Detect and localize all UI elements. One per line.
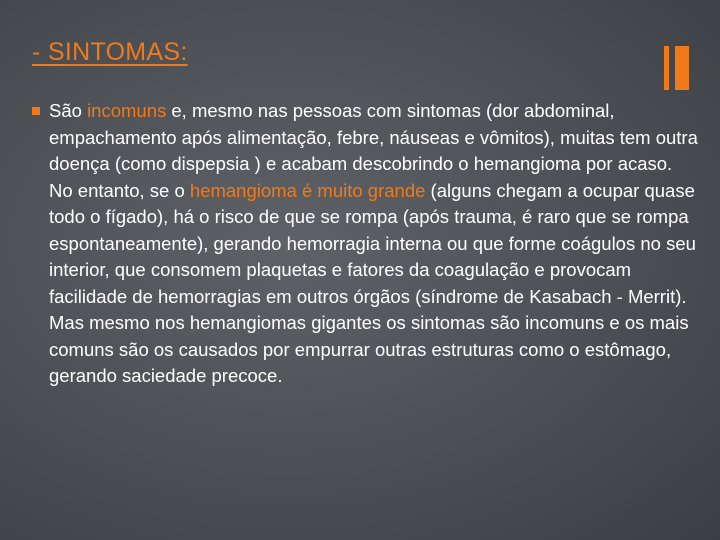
bullet-marker-icon bbox=[32, 107, 40, 115]
text-part-1: São bbox=[49, 100, 88, 121]
highlight-hemangioma-grande: hemangioma é muito grande bbox=[189, 179, 426, 201]
highlight-incomuns: incomuns bbox=[87, 100, 167, 121]
accent-bar-thin bbox=[664, 46, 669, 90]
bullet-text bbox=[49, 98, 699, 390]
slide-title: - SINTOMAS: bbox=[32, 38, 188, 66]
accent-bar-thick bbox=[675, 46, 689, 90]
slide-content bbox=[32, 98, 700, 390]
text-part-2: e, mesmo nas pessoas com sintomas (dor abdominal, empachamento após alimentação, febre, náuseas e vômitos), muitas tem outra doença (como dispepsia ) e acabam descobrindo o hemangioma por acaso. No entanto, se o bbox=[49, 100, 698, 201]
bullet-item bbox=[32, 98, 700, 390]
text-part-3: (alguns chegam a ocupar quase todo o fígado), há o risco de que se rompa (após trauma, é raro que se rompa espontaneamente), gerando hemorragia interna ou que forme coágulos no seu interior, que consomem plaquetas e fatores da coagulação e provocam facilidade de hemorragias em outros órgãos (síndrome de Kasabach - Merrit). Mas mesmo nos hemangiomas gigantes os sintomas são incomuns e os mais comuns são os causados por empurrar outras estruturas como o estômago, gerando saciedade precoce. bbox=[49, 179, 696, 386]
